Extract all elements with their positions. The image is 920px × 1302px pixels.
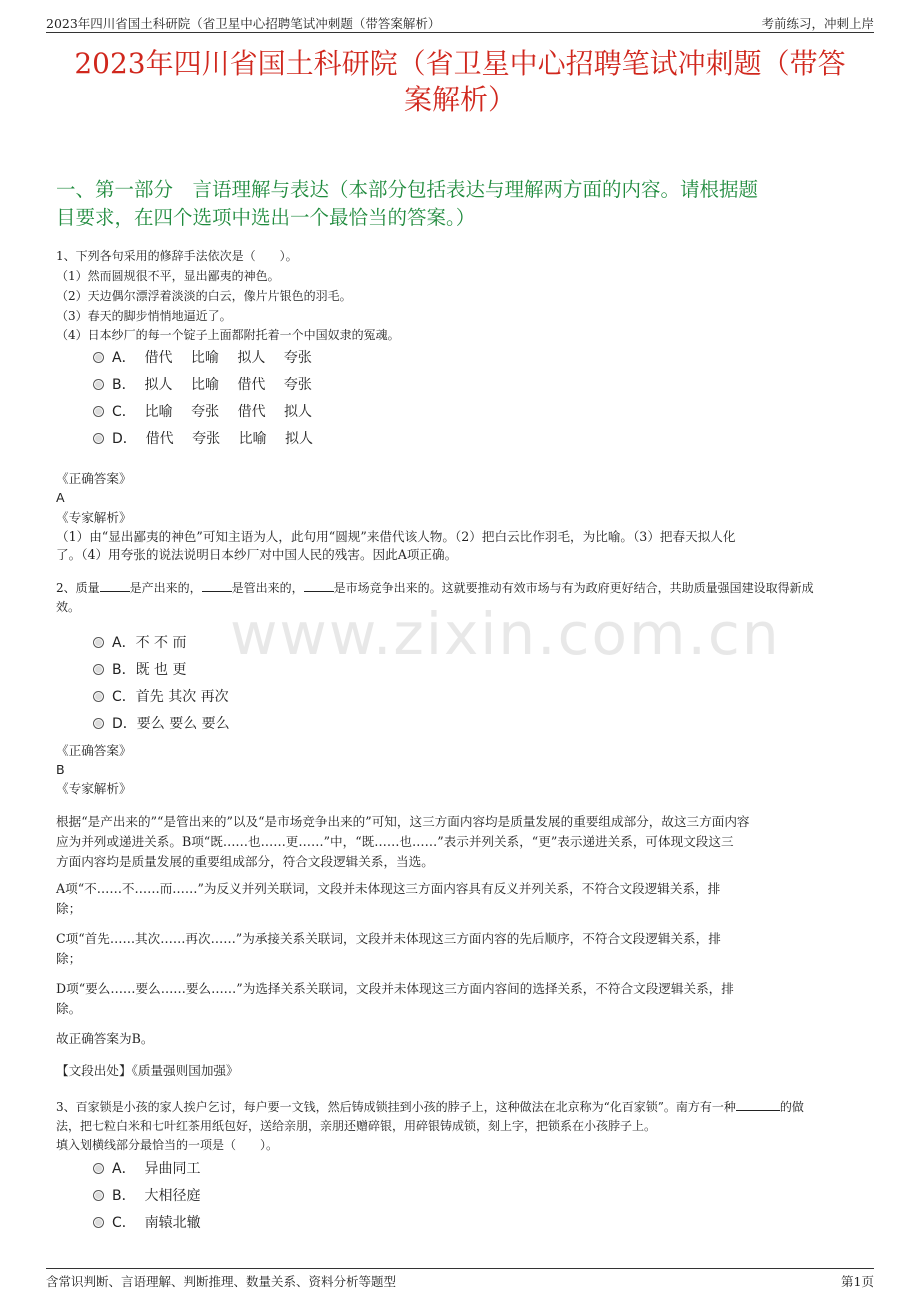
q3-option-c-label: C． 南辕北辙 (112, 1215, 201, 1231)
analysis-line: D项“要么……要么……要么……”为选择关系关联词，文段并未体现这三方面内容间的选择关系，不符合文段逻辑关系，排 (56, 981, 734, 996)
q1-option-d-label: D． 借代 夸张 比喻 拟人 (112, 431, 314, 447)
radio-icon[interactable] (93, 637, 104, 648)
q1-analysis-line-2: 了。（4）用夸张的说法说明日本纱厂对中国人民的残害。因此A项正确。 (56, 547, 458, 562)
q2-stem-part: 2、质量 (56, 581, 100, 595)
analysis-line: 除。 (56, 1001, 82, 1016)
analysis-line: 方面内容均是质量发展的重要组成部分，符合文段逻辑关系，当选。 (56, 854, 434, 869)
q2-option-a-label: A．不 不 而 (112, 635, 187, 651)
watermark: www.zixin.com.cn (230, 600, 781, 668)
q1-line-1: （1）然而圆规很不平，显出鄙夷的神色。 (56, 269, 280, 283)
q3-stem-part: 的做 (779, 1100, 804, 1114)
q2-conclusion: 故正确答案为B。 (56, 1031, 154, 1046)
blank-line (202, 591, 232, 592)
page-header (46, 12, 874, 33)
page-number: 第1页 (841, 1274, 874, 1289)
blank-line (736, 1110, 780, 1111)
page-footer (46, 1268, 874, 1289)
q3-stem-line-2: 法，把七粒白米和七叶红茶用纸包好，送给亲朋，亲朋还赠碎银，用碎银铸成锁，刻上字，把锁系在小孩脖子上。 (56, 1119, 657, 1133)
q2-analysis-para-3 (56, 929, 864, 969)
radio-icon[interactable] (93, 352, 104, 363)
radio-icon[interactable] (93, 379, 104, 390)
q1-option-a[interactable] (93, 347, 312, 367)
q2-option-b-label: B．既 也 更 (112, 662, 187, 678)
q3-stem-part: 3、百家锁是小孩的家人挨户乞讨，每户要一文钱，然后铸成锁挂到小孩的脖子上，这种做法在北京称为“化百家锁”。南方有一种 (56, 1100, 736, 1114)
document-title (46, 46, 874, 118)
analysis-line: A项“不……不……而……”为反义并列关联词，文段并未体现这三方面内容具有反义并列关系，不符合文段逻辑关系，排 (56, 881, 721, 896)
q1-option-c[interactable] (93, 401, 312, 421)
q2-option-b[interactable] (93, 659, 187, 679)
q2-stem-line-2: 效。 (56, 600, 81, 614)
section-heading-line-1: 一、第一部分 言语理解与表达（本部分包括表达与理解两方面的内容。请根据题 (56, 178, 759, 201)
analysis-line: 除； (56, 901, 82, 916)
q2-stem-part: 是产出来的， (129, 581, 202, 595)
title-line-2: 案解析） (403, 83, 516, 116)
section-heading-line-2: 目要求，在四个选项中选出一个最恰当的答案。） (56, 206, 476, 229)
q2-analysis-para-1 (56, 812, 864, 872)
q1-option-b[interactable] (93, 374, 312, 394)
analysis-line: 除； (56, 951, 82, 966)
footer-text: 含常识判断、言语理解、判断推理、数量关系、资料分析等题型 (46, 1274, 397, 1289)
q1-option-b-label: B． 拟人 比喻 借代 夸张 (112, 377, 312, 393)
analysis-line: 应为并列或递进关系。B项“既……也……更……”中，“既……也……”表示并列关系，“更”表示递进关系，可体现文段这三 (56, 834, 734, 849)
analysis-line: 根据“是产出来的”“是管出来的”以及“是市场竞争出来的”可知，这三方面内容均是质量发展的重要组成部分，故这三方面内容 (56, 814, 750, 829)
q2-option-c-label: C．首先 其次 再次 (112, 689, 229, 705)
q1-analysis-label: 《专家解析》 (56, 510, 132, 525)
q1-line-2: （2）天边偶尔漂浮着淡淡的白云，像片片银色的羽毛。 (56, 289, 352, 303)
q1-stem: 1、下列各句采用的修辞手法依次是（ ）。 (56, 249, 298, 263)
q1-line-3: （3）春天的脚步悄悄地逼近了。 (56, 309, 232, 323)
q2-answer-label: 《正确答案》 (56, 743, 132, 758)
q2-stem-part: 是管出来的， (231, 581, 304, 595)
section-heading (56, 176, 862, 232)
blank-line (304, 591, 334, 592)
q1-answer-label: 《正确答案》 (56, 471, 132, 486)
q2-stem (56, 578, 864, 598)
header-slogan: 考前练习，冲刺上岸 (761, 16, 874, 31)
analysis-line: C项“首先……其次……再次……”为承接关系关联词，文段并未体现这三方面内容的先后顺序，不符合文段逻辑关系，排 (56, 931, 721, 946)
q3-stem-line-1 (56, 1097, 864, 1117)
q2-answer: B (56, 762, 65, 777)
q3-option-a[interactable] (93, 1158, 200, 1178)
q3-option-c[interactable] (93, 1212, 201, 1232)
radio-icon[interactable] (93, 718, 104, 729)
title-line-1: 2023年四川省国土科研院（省卫星中心招聘笔试冲刺题（带答 (74, 47, 846, 80)
radio-icon[interactable] (93, 1217, 104, 1228)
q1-option-a-label: A． 借代 比喻 拟人 夸张 (112, 350, 312, 366)
blank-line (100, 591, 130, 592)
radio-icon[interactable] (93, 1163, 104, 1174)
radio-icon[interactable] (93, 664, 104, 675)
radio-icon[interactable] (93, 691, 104, 702)
q2-option-c[interactable] (93, 686, 229, 706)
q2-option-d-label: D．要么 要么 要么 (112, 716, 230, 732)
q2-source: 【文段出处】《质量强则国加强》 (56, 1063, 239, 1078)
q1-option-d[interactable] (93, 428, 313, 448)
q1-option-c-label: C． 比喻 夸张 借代 拟人 (112, 404, 313, 420)
q3-option-a-label: A． 异曲同工 (112, 1161, 201, 1177)
q1-line-4: （4）日本纱厂的每一个锭子上面都附托着一个中国奴隶的冤魂。 (56, 328, 400, 342)
q2-stem-part: 是市场竞争出来的。这就要推动有效市场与有为政府更好结合，共助质量强国建设取得新成 (333, 581, 814, 595)
q2-analysis-para-2 (56, 879, 864, 919)
radio-icon[interactable] (93, 433, 104, 444)
radio-icon[interactable] (93, 406, 104, 417)
q2-option-d[interactable] (93, 713, 230, 733)
header-title: 2023年四川省国土科研院（省卫星中心招聘笔试冲刺题（带答案解析） (46, 16, 441, 31)
q3-option-b[interactable] (93, 1185, 201, 1205)
q3-option-b-label: B． 大相径庭 (112, 1188, 201, 1204)
q1-answer: A (56, 490, 65, 505)
q3-stem-line-3: 填入划横线部分最恰当的一项是（ ）。 (56, 1138, 279, 1152)
q2-analysis-para-4 (56, 979, 864, 1019)
q1-analysis-line-1: （1）由“显出鄙夷的神色”可知主语为人，此句用“圆规”来借代该人物。（2）把白云比作羽毛，为比喻。（3）把春天拟人化 (56, 529, 736, 544)
q2-option-a[interactable] (93, 632, 186, 652)
q2-analysis-label: 《专家解析》 (56, 781, 132, 796)
radio-icon[interactable] (93, 1190, 104, 1201)
